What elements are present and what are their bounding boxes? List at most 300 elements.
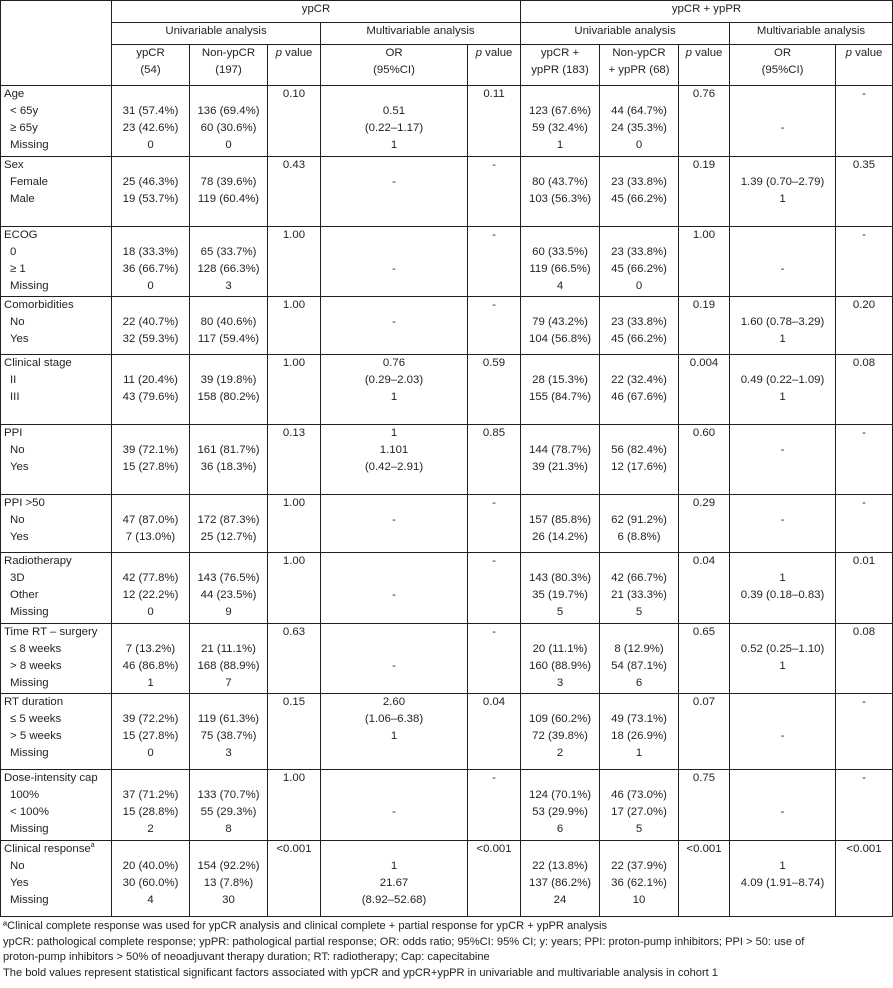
cell-ypcr — [112, 425, 190, 495]
cell-ypcr-yppr — [521, 495, 600, 553]
cell-line: 160 (88.9%) — [528, 660, 592, 672]
cell-ypcr-yppr — [521, 297, 600, 355]
cell-line: - — [780, 730, 785, 742]
cell-non-ypcr — [190, 297, 268, 355]
cell-ypcr — [112, 86, 190, 157]
cell-line: 6 (8.8%) — [617, 531, 661, 543]
cell-line — [603, 425, 675, 442]
cell-line — [733, 841, 832, 858]
cell-line — [324, 278, 464, 295]
cell-line: 45 (66.2%) — [611, 193, 667, 205]
cell-p-uni-1: 0.10 — [268, 86, 321, 157]
cell-line — [524, 355, 596, 372]
row-label — [1, 355, 112, 425]
cell-line: 123 (67.6%) — [528, 105, 592, 117]
uni-header-2: Univariable analysis — [521, 23, 730, 45]
cell-line — [115, 86, 186, 103]
cell-line: 80 (40.6%) — [200, 316, 257, 328]
cell-non-ypcr — [190, 227, 268, 297]
table-row — [1, 157, 893, 227]
cell-line: 22 (13.8%) — [532, 860, 588, 872]
cell-ypcr-yppr — [521, 355, 600, 425]
cell-line: 128 (66.3%) — [197, 263, 260, 275]
row-label — [1, 553, 112, 624]
cell-line: 3 — [225, 280, 232, 292]
cell-line: 8 — [225, 823, 232, 835]
cell-line: 143 (80.3%) — [528, 572, 592, 584]
cell-line — [603, 841, 675, 858]
cell-line: 21.67 — [379, 877, 409, 889]
cell-or-1 — [321, 495, 468, 553]
cell-line — [324, 191, 464, 208]
cell-line — [733, 157, 832, 174]
cell-or-2 — [730, 694, 836, 770]
table-row — [1, 624, 893, 694]
row-label — [1, 624, 112, 694]
table-row — [1, 694, 893, 770]
cell-non-ypcr — [190, 841, 268, 917]
cell-or-2 — [730, 841, 836, 917]
col-or-1: OR (95%CI) — [321, 45, 468, 86]
cell-p-uni-2: 0.07 — [679, 694, 730, 770]
cell-ypcr — [112, 694, 190, 770]
cell-line: 72 (39.8%) — [532, 730, 588, 742]
table-row — [1, 553, 893, 624]
cell-line: 39 (72.1%) — [122, 444, 179, 456]
cell-line — [733, 355, 832, 372]
cell-line: 133 (70.7%) — [197, 789, 260, 801]
cell-line: 158 (80.2%) — [197, 391, 260, 403]
cell-line — [115, 355, 186, 372]
cell-line: - — [780, 122, 785, 134]
cell-line: 103 (56.3%) — [528, 193, 592, 205]
cell-line — [324, 495, 464, 512]
cell-line: 39 (72.2%) — [122, 713, 179, 725]
cell-ypcr — [112, 553, 190, 624]
cell-or-1 — [321, 841, 468, 917]
cell-line: (0.29–2.03) — [364, 374, 424, 386]
variable-level: Missing — [10, 894, 49, 906]
cell-line: 1 — [779, 860, 786, 872]
variable-name: PPI >50 — [4, 497, 45, 509]
cell-ypcr-yppr — [521, 841, 600, 917]
cell-p-multi-1: - — [468, 297, 521, 355]
footnote-clinical-response: ªClinical complete response was used for ypCR analysis and clinical complete + partial response for ypCR + ypPR analysis — [3, 920, 608, 932]
variable-level: ≤ 8 weeks — [10, 643, 62, 655]
table-row — [1, 355, 893, 425]
cell-line: 45 (66.2%) — [611, 333, 667, 345]
cell-line: 49 (73.1%) — [611, 713, 667, 725]
cell-or-1 — [321, 694, 468, 770]
cell-line: 36 (66.7%) — [122, 263, 179, 275]
cell-p-uni-2: 0.60 — [679, 425, 730, 495]
cell-line — [193, 770, 264, 787]
variable-level: 3D — [10, 572, 25, 584]
cell-non-ypcr — [190, 157, 268, 227]
cell-line — [324, 553, 464, 570]
cell-p-uni-2: <0.001 — [679, 841, 730, 917]
cell-line: 17 (27.0%) — [611, 806, 667, 818]
cell-line — [733, 529, 832, 546]
cell-p-uni-2: 0.75 — [679, 770, 730, 841]
cell-line: 30 (60.0%) — [122, 877, 179, 889]
cell-line — [324, 770, 464, 787]
cell-line: 104 (56.8%) — [528, 333, 592, 345]
cell-ypcr-yppr — [521, 770, 600, 841]
cell-line — [115, 553, 186, 570]
cell-or-2 — [730, 157, 836, 227]
cell-line: 20 (40.0%) — [122, 860, 179, 872]
cell-line — [733, 425, 832, 442]
cell-p-uni-1: 0.43 — [268, 157, 321, 227]
cell-ypcr-yppr — [521, 157, 600, 227]
cell-p-multi-2: - — [836, 770, 893, 841]
cell-line: 12 (17.6%) — [611, 461, 667, 473]
variable-name: Sex — [4, 159, 24, 171]
variable-level: Missing — [10, 823, 49, 835]
cell-line: 3 — [225, 747, 232, 759]
cell-ypcr-yppr — [521, 553, 600, 624]
cell-line: 154 (92.2%) — [197, 860, 260, 872]
table-row — [1, 227, 893, 297]
cell-non-ypcr — [190, 495, 268, 553]
footnote-marker: a — [90, 842, 95, 850]
cell-non-ypcr-yppr — [600, 227, 679, 297]
cell-non-ypcr — [190, 355, 268, 425]
cell-line: 39 (21.3%) — [532, 461, 588, 473]
variable-name: RT duration — [4, 696, 64, 708]
cell-line — [324, 604, 464, 621]
cell-non-ypcr-yppr — [600, 770, 679, 841]
cell-p-uni-2: 0.004 — [679, 355, 730, 425]
cell-line — [193, 553, 264, 570]
variable-level: ≥ 1 — [10, 263, 26, 275]
cell-line: 0.39 (0.18–0.83) — [740, 589, 825, 601]
cell-p-multi-1: - — [468, 495, 521, 553]
cell-line — [324, 745, 464, 762]
cell-line: 0 — [635, 280, 643, 292]
cell-line: 78 (39.6%) — [200, 176, 257, 188]
uni-header-1: Univariable analysis — [112, 23, 321, 45]
cell-line: 25 (46.3%) — [122, 176, 179, 188]
cell-or-1 — [321, 553, 468, 624]
cell-line: 22 (37.9%) — [611, 860, 667, 872]
cell-line: 55 (29.3%) — [200, 806, 257, 818]
col-non-ypcr: Non-ypCR (197) — [190, 45, 268, 86]
cell-ypcr — [112, 297, 190, 355]
cell-line: (1.06–6.38) — [364, 713, 424, 725]
cell-line: 1 — [556, 139, 564, 151]
variable-level: ≥ 65y — [10, 122, 38, 134]
cell-or-1 — [321, 355, 468, 425]
cell-line: 11 (20.4%) — [123, 374, 178, 386]
cell-line — [524, 770, 596, 787]
table-row — [1, 841, 893, 917]
cell-line — [324, 227, 464, 244]
cell-line: 0.76 — [382, 357, 406, 369]
cell-line — [324, 570, 464, 587]
cell-line: 1.101 — [379, 444, 409, 456]
footnote-abbreviations: ypCR: pathological complete response; ypPR: pathological partial response; OR: odds ratio; 95%CI: 95% CI; y: years; PPI: proton-pump inhibitors; PPI > 50: use of proton-pump inhibitors > 50% of neoadjuvant therapy duration; RT: radiotherapy; Cap: capecitabine — [3, 935, 805, 964]
cell-line — [115, 425, 186, 442]
cell-or-2 — [730, 770, 836, 841]
cell-p-uni-1: 0.63 — [268, 624, 321, 694]
cell-p-multi-1: - — [468, 157, 521, 227]
cell-p-uni-2: 0.29 — [679, 495, 730, 553]
cell-p-multi-1: - — [468, 770, 521, 841]
cell-non-ypcr — [190, 624, 268, 694]
cell-line: (8.92–52.68) — [361, 894, 427, 906]
cell-line — [524, 157, 596, 174]
cell-line: 60 (33.5%) — [532, 246, 588, 258]
cell-non-ypcr-yppr — [600, 841, 679, 917]
variable-level: Missing — [10, 139, 49, 151]
cell-line — [733, 711, 832, 728]
cell-line: 35 (19.7%) — [532, 589, 588, 601]
row-label — [1, 770, 112, 841]
cell-line — [733, 745, 832, 762]
cell-p-uni-1: 1.00 — [268, 495, 321, 553]
variable-level: 0 — [10, 246, 17, 258]
cell-line — [115, 157, 186, 174]
cell-line — [324, 624, 464, 641]
cell-line — [603, 495, 675, 512]
cell-line: 30 — [222, 894, 235, 906]
cell-line: 1.60 (0.78–3.29) — [740, 316, 825, 328]
cell-line: 0 — [147, 139, 154, 151]
cell-line: 137 (86.2%) — [528, 877, 592, 889]
cell-line: 119 (60.4%) — [197, 193, 260, 205]
cell-p-multi-2: 0.08 — [836, 355, 893, 425]
cell-p-uni-2: 0.04 — [679, 553, 730, 624]
cell-non-ypcr — [190, 770, 268, 841]
cell-line — [733, 459, 832, 476]
cell-line — [193, 355, 264, 372]
cell-or-1 — [321, 624, 468, 694]
cell-line: - — [780, 806, 785, 818]
cell-line: 23 (42.6%) — [122, 122, 179, 134]
cell-line: 28 (15.3%) — [532, 374, 588, 386]
cell-line: 144 (78.7%) — [528, 444, 592, 456]
cell-line: 60 (30.6%) — [200, 122, 257, 134]
cell-line: 117 (59.4%) — [197, 333, 260, 345]
cell-line: 15 (27.8%) — [122, 461, 179, 473]
cell-line — [115, 841, 186, 858]
variable-level: No — [10, 860, 25, 872]
cell-line: 109 (60.2%) — [528, 713, 592, 725]
cell-line — [733, 787, 832, 804]
cell-non-ypcr-yppr — [600, 86, 679, 157]
cell-line — [733, 604, 832, 621]
variable-level: Yes — [10, 531, 29, 543]
cell-line — [115, 624, 186, 641]
cell-line — [115, 694, 186, 711]
cell-line — [193, 841, 264, 858]
cell-non-ypcr — [190, 694, 268, 770]
cell-line — [733, 137, 832, 154]
cell-line — [603, 157, 675, 174]
cell-line — [603, 694, 675, 711]
cell-line: 47 (87.0%) — [122, 514, 179, 526]
cell-line: - — [392, 514, 396, 526]
cell-or-2 — [730, 86, 836, 157]
cell-line — [733, 553, 832, 570]
cell-line: 4 — [556, 280, 564, 292]
col-p-value-multi-2: p value — [836, 45, 893, 86]
cell-line: 1 — [390, 391, 398, 403]
cell-line — [733, 244, 832, 261]
cell-line: 1 — [779, 193, 786, 205]
cell-line: 2 — [556, 747, 564, 759]
cell-line: 23 (33.8%) — [611, 176, 667, 188]
cell-line — [603, 227, 675, 244]
cell-line — [733, 624, 832, 641]
cell-ypcr — [112, 841, 190, 917]
cell-line: 0.52 (0.25–1.10) — [740, 643, 825, 655]
cell-line — [193, 694, 264, 711]
cell-line — [603, 86, 675, 103]
cell-line: 143 (76.5%) — [197, 572, 260, 584]
cell-line — [324, 787, 464, 804]
cell-line: 24 — [553, 894, 567, 906]
row-label — [1, 297, 112, 355]
cell-line: 7 (13.2%) — [125, 643, 176, 655]
cell-line: 119 (66.5%) — [529, 263, 591, 275]
cell-line: 0 — [635, 139, 643, 151]
cell-line: 54 (87.1%) — [611, 660, 667, 672]
cell-line — [524, 841, 596, 858]
row-label — [1, 157, 112, 227]
cell-line — [733, 675, 832, 692]
cell-line: 13 (7.8%) — [203, 877, 254, 889]
cell-or-1 — [321, 297, 468, 355]
cell-ypcr-yppr — [521, 86, 600, 157]
cell-line: - — [392, 806, 396, 818]
cell-line: - — [780, 514, 785, 526]
cell-line: 136 (69.4%) — [197, 105, 260, 117]
cell-p-multi-1: <0.001 — [468, 841, 521, 917]
cell-line: 36 (18.3%) — [200, 461, 257, 473]
col-ypcr: ypCR (54) — [112, 45, 190, 86]
cell-p-uni-1: 0.13 — [268, 425, 321, 495]
cell-line: 10 — [632, 894, 646, 906]
cell-line — [524, 297, 596, 314]
variable-level: No — [10, 316, 25, 328]
cell-line: 42 (77.8%) — [122, 572, 179, 584]
cell-ypcr — [112, 227, 190, 297]
cell-line: 23 (33.8%) — [611, 246, 667, 258]
cell-line: 36 (62.1%) — [611, 877, 667, 889]
cell-non-ypcr-yppr — [600, 694, 679, 770]
cell-line — [603, 355, 675, 372]
cell-p-multi-2: - — [836, 694, 893, 770]
cell-p-multi-2: 0.20 — [836, 297, 893, 355]
variable-level: Missing — [10, 606, 49, 618]
variable-level: Missing — [10, 747, 49, 759]
cell-p-uni-2: 0.65 — [679, 624, 730, 694]
cell-p-multi-2: - — [836, 495, 893, 553]
cell-line: 6 — [635, 677, 643, 689]
cell-line: 6 — [556, 823, 564, 835]
cell-line — [733, 892, 832, 909]
cell-p-uni-1: 1.00 — [268, 297, 321, 355]
cell-p-uni-1: 1.00 — [268, 355, 321, 425]
cell-line: 1 — [779, 391, 786, 403]
cell-line: 22 (40.7%) — [122, 316, 179, 328]
variable-level: Yes — [10, 333, 29, 345]
variable-level: Male — [10, 193, 35, 205]
cell-p-multi-2: 0.08 — [836, 624, 893, 694]
cell-line — [324, 675, 464, 692]
cell-line: 0 — [147, 606, 154, 618]
cell-line: 53 (29.9%) — [532, 806, 588, 818]
cell-line — [733, 821, 832, 838]
table-row — [1, 770, 893, 841]
cell-p-multi-2: 0.35 — [836, 157, 893, 227]
cell-line — [324, 529, 464, 546]
cell-or-1 — [321, 770, 468, 841]
cell-line — [324, 244, 464, 261]
multi-header-1: Multivariable analysis — [321, 23, 521, 45]
variable-name: Clinical stage — [4, 357, 72, 369]
cell-line: (0.42–2.91) — [364, 461, 424, 473]
footnote-bold-values: The bold values represent statistical significant factors associated with ypCR and ypCR+ypPR in univariable and multivariable analysis in cohort 1 — [3, 966, 718, 979]
row-label — [1, 495, 112, 553]
cell-line: 1 — [779, 660, 786, 672]
variable-level: Yes — [10, 461, 29, 473]
cell-line — [524, 425, 596, 442]
cell-line: 18 (26.9%) — [611, 730, 667, 742]
cell-line — [524, 624, 596, 641]
row-label — [1, 227, 112, 297]
cell-or-2 — [730, 553, 836, 624]
cell-line: 18 (33.3%) — [122, 246, 179, 258]
cell-non-ypcr-yppr — [600, 495, 679, 553]
cell-line: - — [392, 660, 396, 672]
cell-p-uni-1: 1.00 — [268, 770, 321, 841]
cell-line: 1 — [779, 572, 786, 584]
cell-line: 1 — [390, 730, 398, 742]
row-label — [1, 694, 112, 770]
cell-ypcr — [112, 495, 190, 553]
cell-non-ypcr-yppr — [600, 157, 679, 227]
cell-line: 124 (70.1%) — [528, 789, 592, 801]
cell-p-multi-1: 0.59 — [468, 355, 521, 425]
cell-p-multi-2: 0.01 — [836, 553, 893, 624]
cell-or-2 — [730, 355, 836, 425]
cell-line: 9 — [225, 606, 232, 618]
cell-line: 1 — [147, 677, 154, 689]
cell-p-multi-1: - — [468, 227, 521, 297]
cell-non-ypcr-yppr — [600, 553, 679, 624]
cell-line: 80 (43.7%) — [532, 176, 588, 188]
variable-name: Time RT – surgery — [4, 626, 98, 638]
cell-line: 1 — [390, 860, 398, 872]
cell-line — [524, 694, 596, 711]
cell-line — [193, 425, 264, 442]
cell-line: 161 (81.7%) — [197, 444, 260, 456]
cell-line — [733, 770, 832, 787]
cell-line: 21 (11.1%) — [201, 643, 256, 655]
cell-line — [193, 157, 264, 174]
cell-p-uni-2: 0.19 — [679, 157, 730, 227]
cell-line — [324, 641, 464, 658]
cell-p-multi-1: 0.11 — [468, 86, 521, 157]
cell-line: 42 (66.7%) — [611, 572, 667, 584]
cell-line — [193, 86, 264, 103]
variable-level: > 8 weeks — [10, 660, 62, 672]
cell-line: 46 (86.8%) — [122, 660, 179, 672]
